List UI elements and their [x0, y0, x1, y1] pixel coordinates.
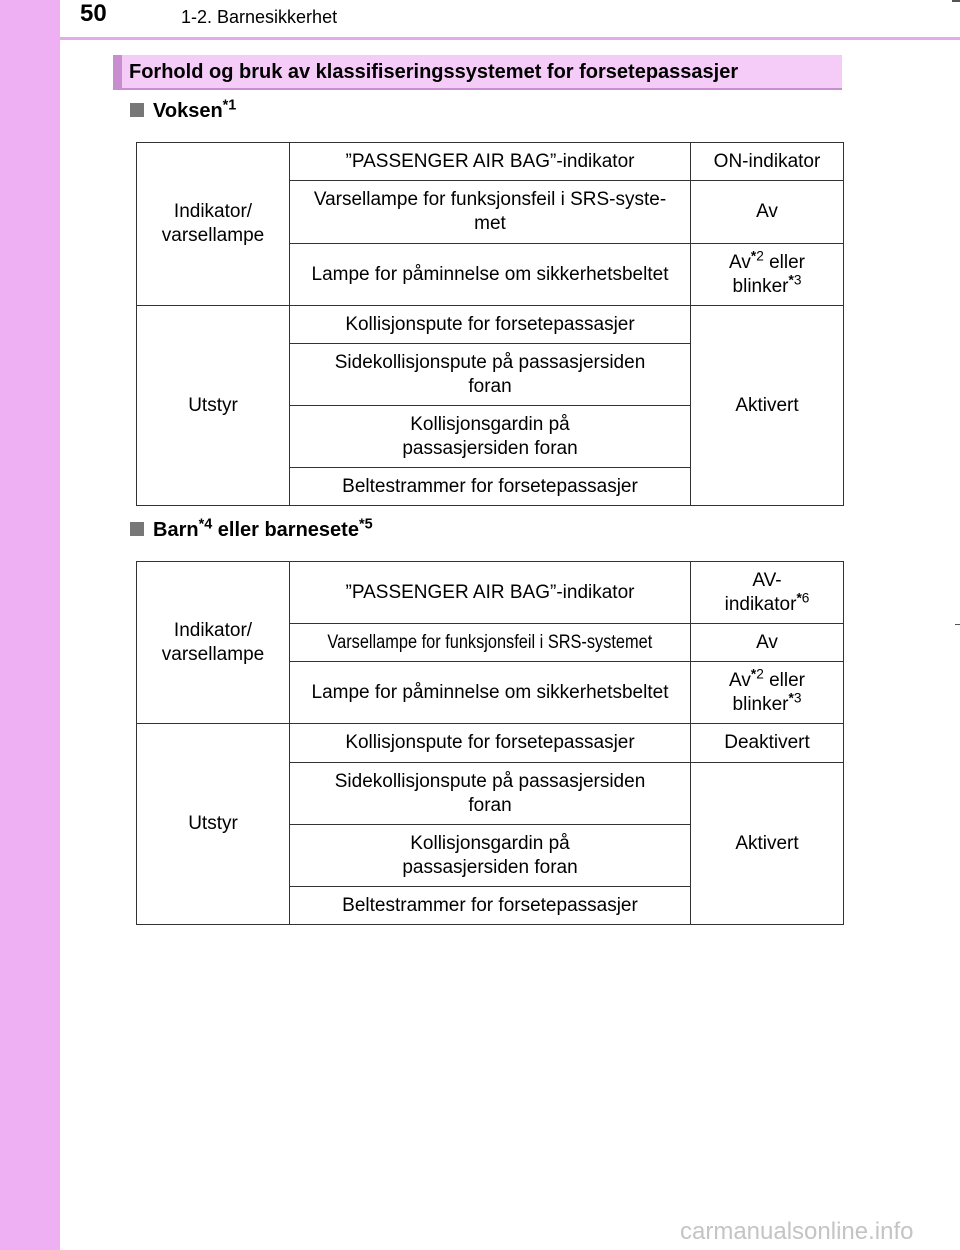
equipment-label-cell: Utstyr [137, 724, 290, 925]
airbag-indicator-cell: ”PASSENGER AIR BAG”-indikator [290, 143, 691, 181]
equipment-status-cell: Aktivert [691, 763, 844, 925]
table-row [137, 306, 844, 344]
indicator-label-cell: Indikator/ varsellampe [137, 143, 290, 306]
front-airbag-cell: Kollisjonspute for forsetepassasjer [290, 306, 691, 344]
belt-reminder-status: Av$^{*2}$ eller blinker$^{*3}$ [691, 662, 844, 724]
child-table [136, 561, 844, 925]
belt-reminder-cell: Lampe for påminnelse om sikkerhetsbeltet [290, 244, 691, 306]
child-heading-text: Barn [153, 519, 199, 541]
section-title: Forhold og bruk av klassifiseringssystemet for forsetepassasjer [129, 61, 739, 83]
front-airbag-cell: Kollisjonspute for forsetepassasjer [290, 724, 691, 763]
srs-lamp-status: Av [691, 181, 844, 244]
adult-heading-text: Voksen [153, 100, 223, 122]
side-color-strip [0, 0, 60, 1250]
footnote-ref: *5 [358, 516, 373, 533]
pretensioner-cell: Beltestrammer for forsetepassasjer [290, 468, 691, 506]
indicator-label-cell: Indikator/ varsellampe [137, 562, 290, 724]
table-row [137, 143, 844, 181]
curtain-airbag-cell: Kollisjonsgardin på passasjersiden foran [290, 825, 691, 887]
child-heading [130, 517, 373, 543]
belt-reminder-cell: Lampe for påminnelse om sikkerhetsbeltet [290, 662, 691, 724]
footnote-ref: *1 [222, 97, 237, 114]
side-airbag-cell: Sidekollisjonspute på passasjersiden foran [290, 763, 691, 825]
curtain-airbag-cell: Kollisjonsgardin på passasjersiden foran [290, 406, 691, 468]
equipment-status-cell: Aktivert [691, 306, 844, 506]
child-heading-text-2: eller barnesete [212, 519, 359, 541]
chapter-title: 1-2. Barnesikkerhet [181, 7, 338, 27]
srs-lamp-cell: Varsellampe for funksjonsfeil i SRS-systemet [290, 624, 691, 662]
square-bullet-icon [130, 103, 144, 117]
header-divider [60, 37, 960, 40]
srs-lamp-cell: Varsellampe for funksjonsfeil i SRS-syste- met [290, 181, 691, 244]
equipment-label-cell: Utstyr [137, 306, 290, 506]
crop-mark [952, 0, 960, 2]
square-bullet-icon [130, 522, 144, 536]
front-airbag-status: Deaktivert [691, 724, 844, 763]
airbag-indicator-cell: ”PASSENGER AIR BAG”-indikator [290, 562, 691, 624]
edge-mark [955, 624, 960, 625]
airbag-indicator-status: ON-indikator [691, 143, 844, 181]
table-row [137, 562, 844, 624]
page-number: 50 [80, 0, 107, 27]
belt-reminder-status: Av$^{*2}$ eller blinker$^{*3}$ [691, 244, 844, 306]
pretensioner-cell: Beltestrammer for forsetepassasjer [290, 887, 691, 925]
srs-lamp-status: Av [691, 624, 844, 662]
section-banner [113, 55, 842, 90]
section-accent-bar [113, 55, 122, 88]
side-airbag-cell: Sidekollisjonspute på passasjersiden foran [290, 344, 691, 406]
footnote-ref: *4 [198, 516, 213, 533]
adult-table [136, 142, 844, 506]
table-row [137, 724, 844, 763]
watermark: carmanualsonline.info [680, 1218, 914, 1245]
airbag-indicator-status: AV- indikator$^{*6}$ [691, 562, 844, 624]
adult-heading [130, 98, 236, 124]
